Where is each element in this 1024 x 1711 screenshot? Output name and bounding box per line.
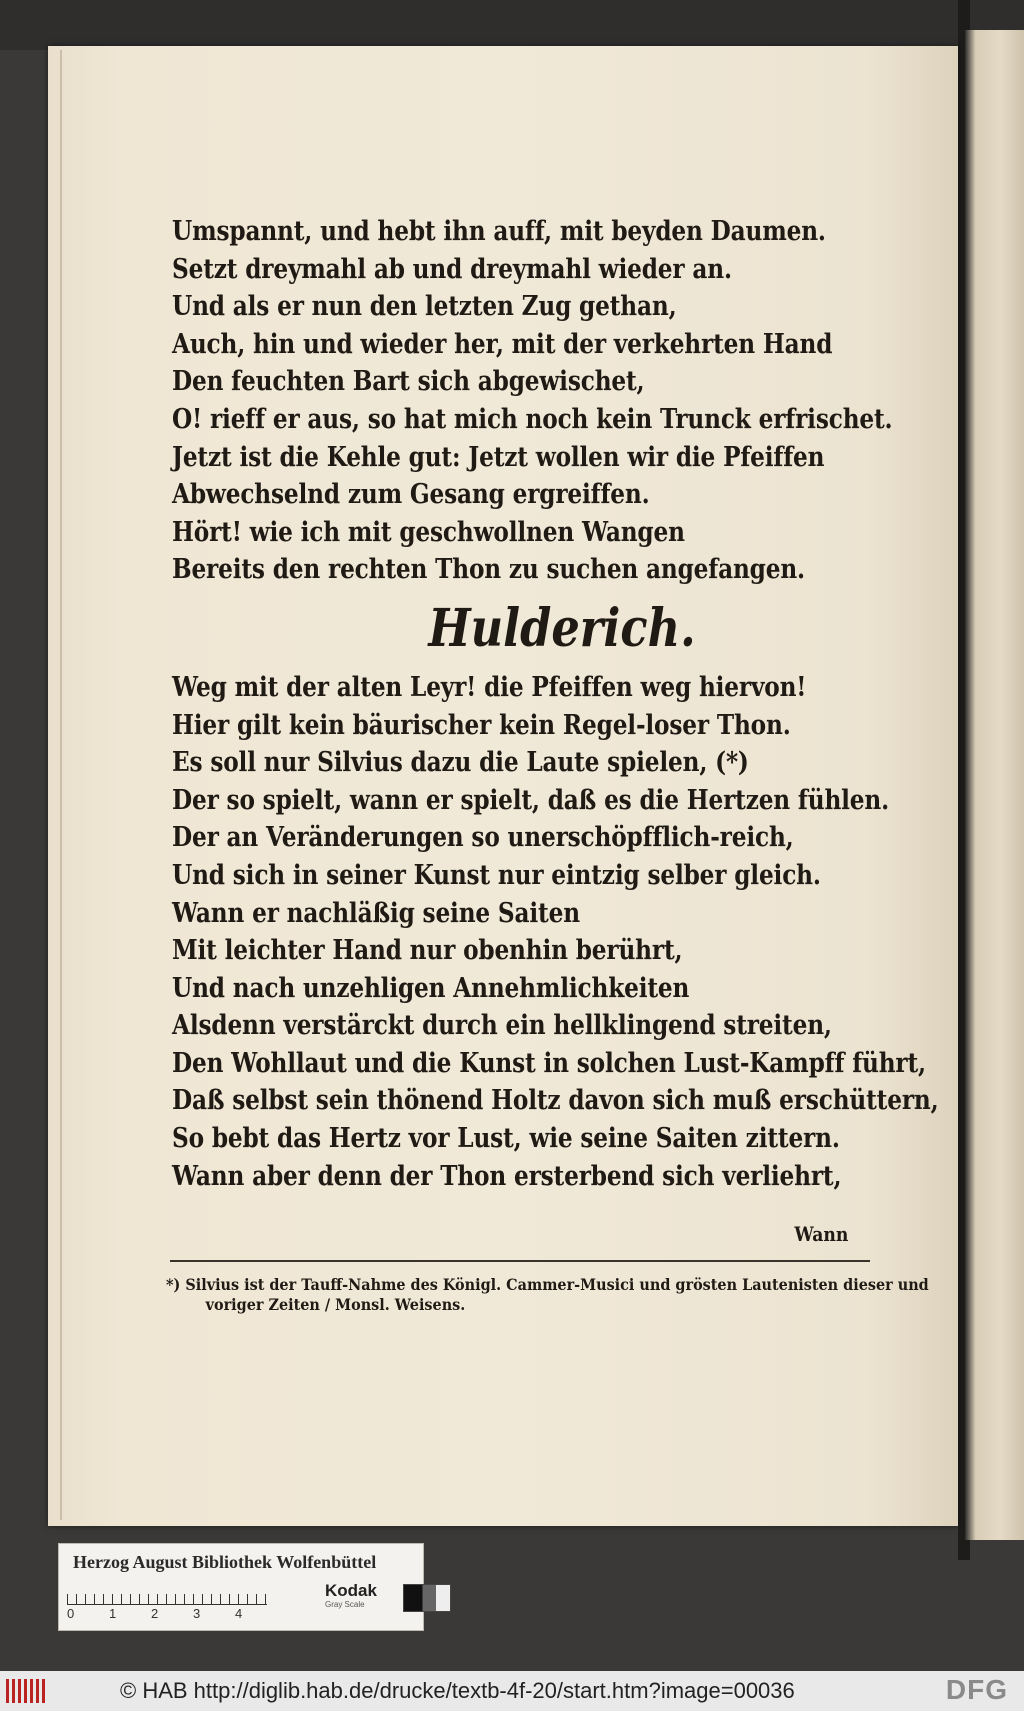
ruler-number: 3 <box>193 1606 201 1621</box>
verse-line: Umspannt, und hebt ihn auff, mit beyden Daumen. <box>172 216 826 247</box>
footnote-line: *) Silvius ist der Tauff-Nahme des Königl. Cammer-Musici und grösten Lautenisten dieser und <box>166 1275 929 1294</box>
verse-line: Den Wohllaut und die Kunst in solchen Lust-Kampff führt, <box>172 1047 926 1079</box>
catchword: Wann <box>794 1222 849 1246</box>
verse-line: Auch, hin und wieder her, mit der verkehrten Hand <box>172 328 833 360</box>
verse-line: Abwechselnd zum Gesang ergreiffen. <box>172 479 650 511</box>
scanner-backdrop <box>0 0 1024 50</box>
footnote-rule <box>170 1260 870 1262</box>
footer-bar <box>0 1671 1024 1711</box>
ruler-number: 2 <box>151 1606 159 1621</box>
verse-line: Der an Veränderungen so unerschöpfflich-reich, <box>172 822 794 854</box>
verse-line: Wann er nachläßig seine Saiten <box>172 897 580 929</box>
copyright-url[interactable]: © HAB http://diglib.hab.de/drucke/textb-4f-20/start.htm?image=00036 <box>120 1678 795 1703</box>
verse-line: Der so spielt, wann er spielt, daß es die Hertzen fühlen. <box>172 784 890 816</box>
verse-line: Und als er nun den letzten Zug gethan, <box>172 291 677 323</box>
dfg-logo: DFG <box>945 1674 1008 1705</box>
scale-ruler <box>67 1582 267 1605</box>
barcode-icon <box>6 1679 46 1703</box>
verse-line: Daß selbst sein thönend Holtz davon sich muß erschüttern, <box>172 1085 939 1117</box>
page-fold-line <box>60 50 62 1520</box>
verse-line: Hört! wie ich mit geschwollnen Wangen <box>172 516 685 548</box>
kodak-name: Kodak <box>325 1581 377 1600</box>
grayscale-patch <box>403 1584 451 1612</box>
footnote-line: voriger Zeiten / Monsl. Weisens. <box>205 1295 466 1314</box>
verse-line: Weg mit der alten Leyr! die Pfeiffen weg hiervon! <box>172 671 807 703</box>
verse-line: Bereits den rechten Thon zu suchen angefangen. <box>172 554 805 586</box>
library-name: Herzog August Bibliothek Wolfenbüttel <box>73 1552 377 1572</box>
ruler-number: 4 <box>235 1606 243 1621</box>
kodak-subtitle: Gray Scale <box>325 1600 365 1609</box>
next-page-edge <box>965 30 1024 1540</box>
ruler-number: 0 <box>67 1606 75 1621</box>
verse-line: Mit leichter Hand nur obenhin berührt, <box>172 935 683 967</box>
verse-line: Und sich in seiner Kunst nur eintzig selber gleich. <box>172 859 821 891</box>
verse-line: Den feuchten Bart sich abgewischet, <box>172 366 645 398</box>
verse-line: Wann aber denn der Thon ersterbend sich verliehrt, <box>172 1160 842 1192</box>
verse-group-after <box>172 669 939 1195</box>
verse-line: Jetzt ist die Kehle gut: Jetzt wollen wir die Pfeiffen <box>172 441 825 473</box>
ruler-numbers <box>67 1606 287 1624</box>
ruler-number: 1 <box>109 1606 117 1621</box>
kodak-logo <box>325 1582 377 1610</box>
verse-line: Setzt dreymahl ab und dreymahl wieder an. <box>172 253 732 285</box>
verse-line: Hier gilt kein bäurischer kein Regel-loser Thon. <box>172 709 791 741</box>
library-label-card <box>58 1543 424 1631</box>
poem-text <box>172 213 939 1195</box>
verse-line: So bebt das Hertz vor Lust, wie seine Saiten zittern. <box>172 1123 840 1155</box>
footnote <box>166 1275 929 1315</box>
verse-line: Es soll nur Silvius dazu die Laute spielen, (*) <box>172 747 749 779</box>
verse-line: O! rieff er aus, so hat mich noch kein Trunck erfrischet. <box>172 403 893 435</box>
verse-group-before <box>172 213 892 589</box>
verse-line: Alsdenn verstärckt durch ein hellklingend streiten, <box>172 1010 832 1042</box>
verse-line: Und nach unzehligen Annehmlichkeiten <box>172 972 690 1004</box>
speaker-heading: Hulderich. <box>428 597 696 659</box>
